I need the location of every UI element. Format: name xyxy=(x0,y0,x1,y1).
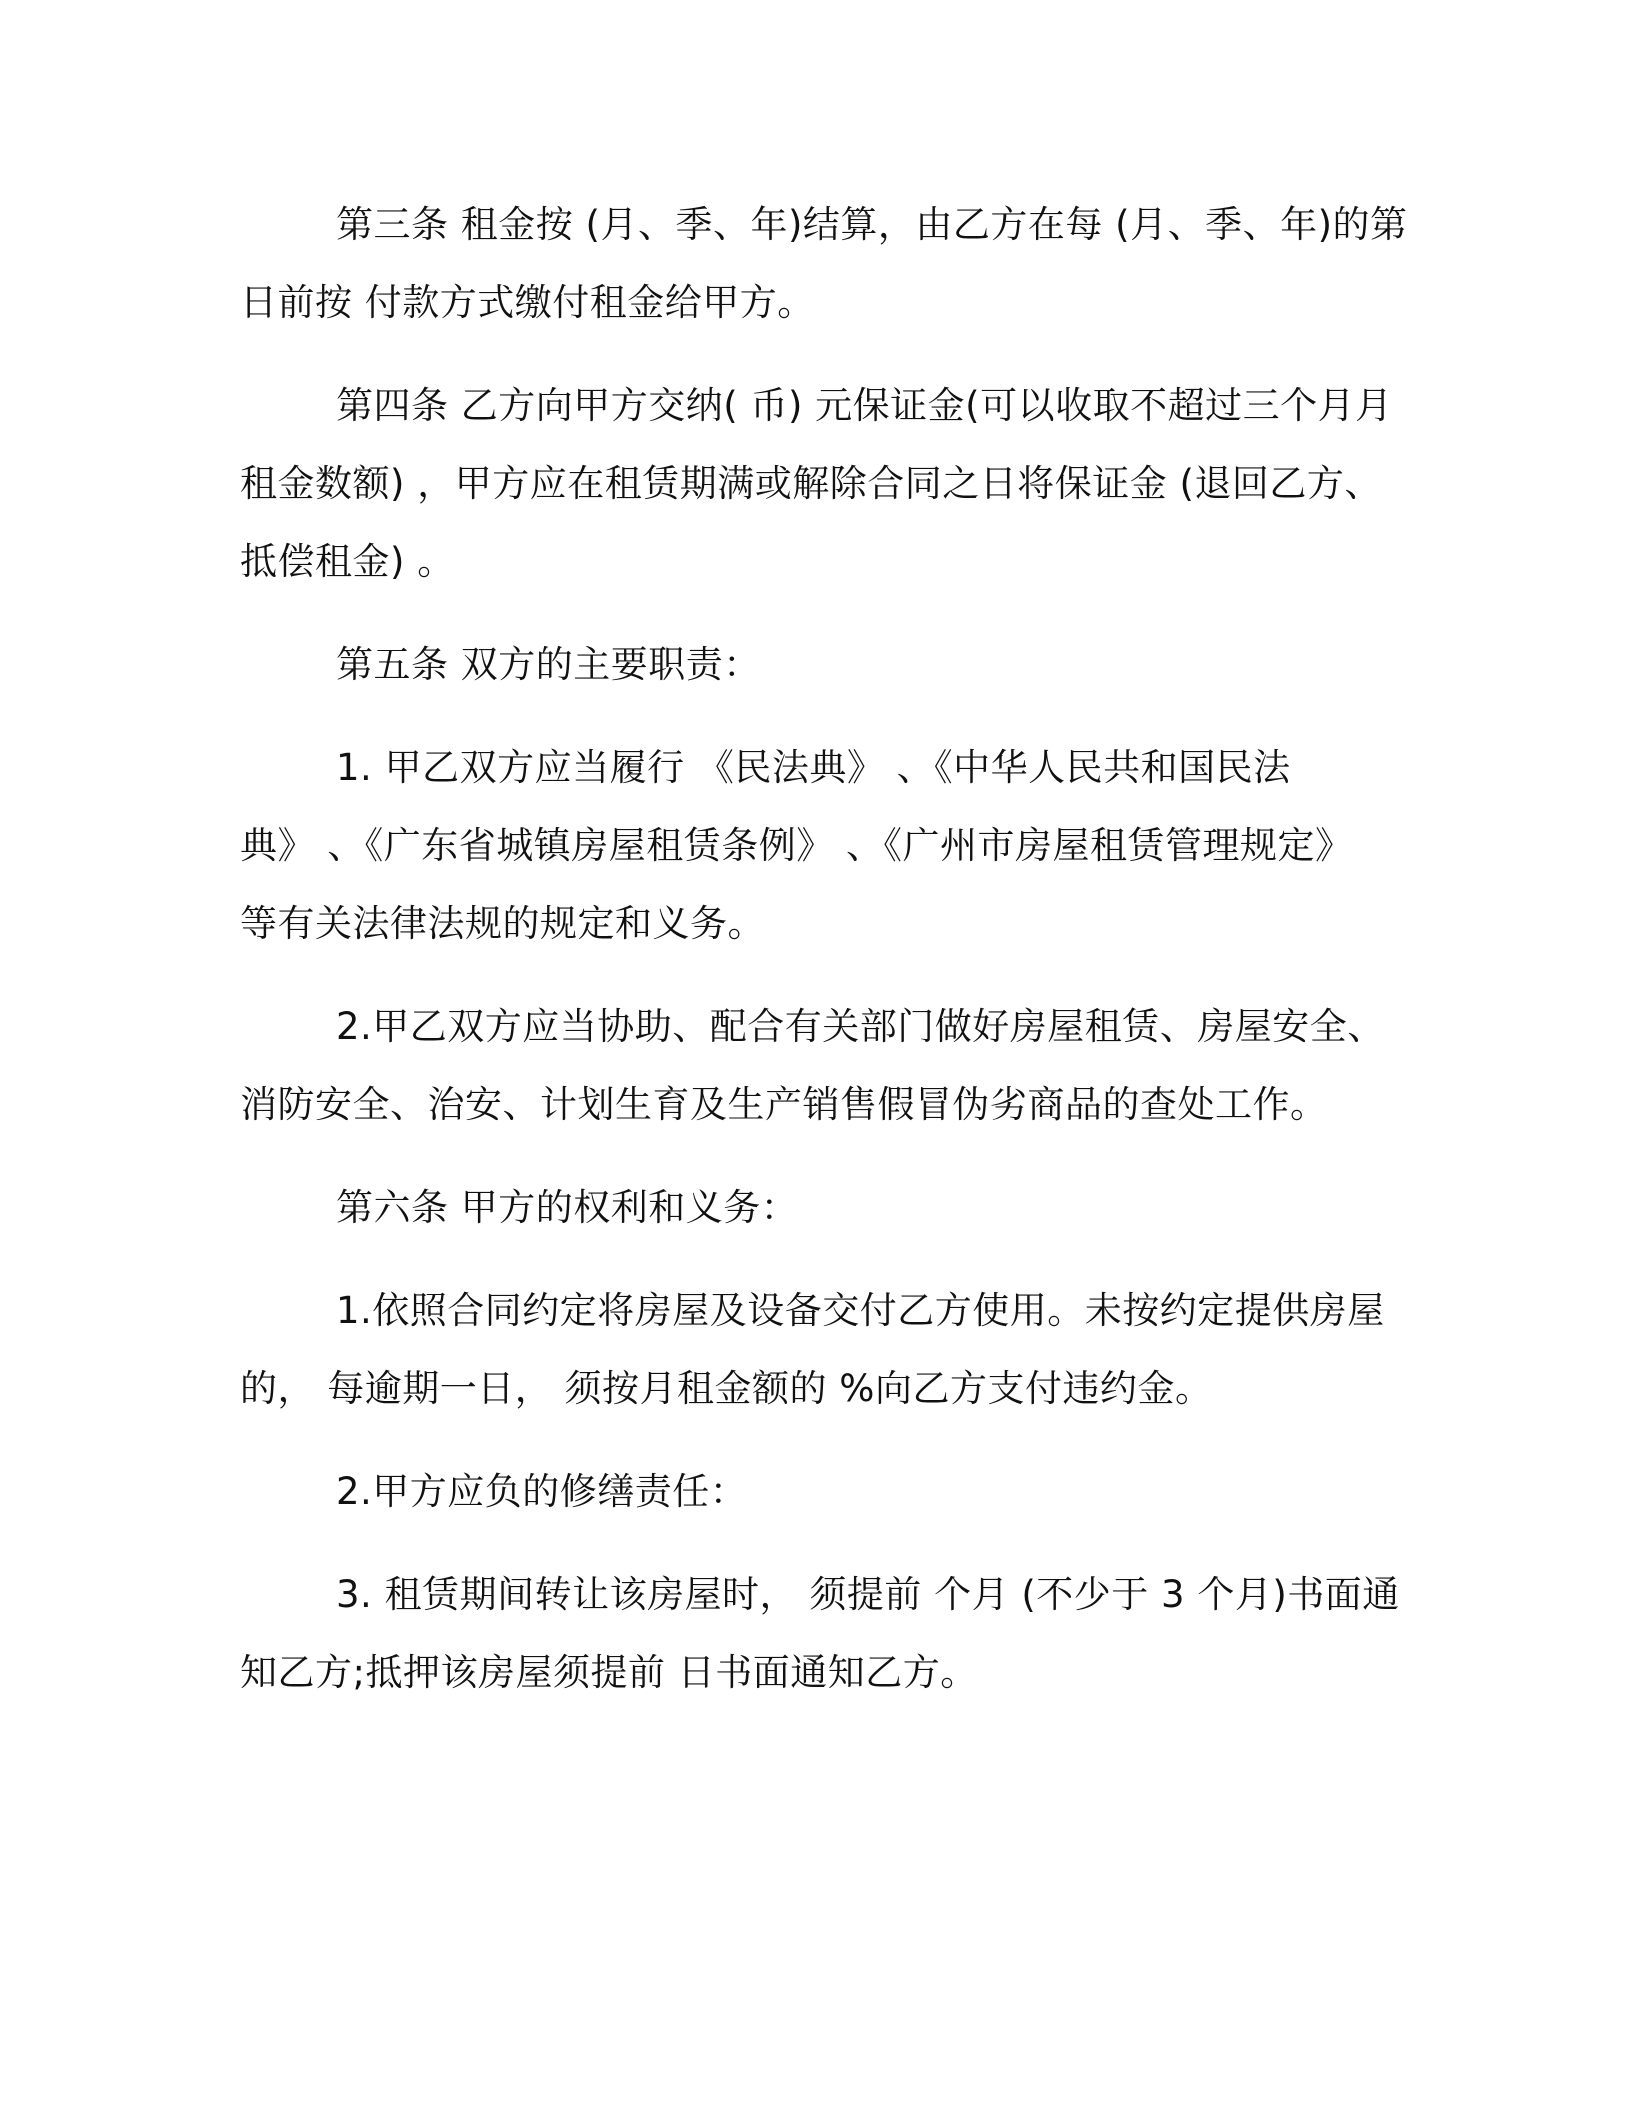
text-line: 第五条 双方的主要职责： xyxy=(336,643,761,686)
document-body xyxy=(240,186,1408,1712)
paragraph-article-5-item-1 xyxy=(240,729,1392,963)
paragraph-article-3 xyxy=(240,186,1408,342)
paragraph-article-6-item-3 xyxy=(240,1556,1400,1712)
text-line: 3. 租赁期间转让该房屋时， 须提前 个月 (不少于 3 个月)书面通 xyxy=(336,1573,1400,1616)
text-line: 知乙方;抵押该房屋须提前 日书面通知乙方。 xyxy=(240,1651,978,1694)
text-line: 的， 每逾期一日， 须按月租金额的 %向乙方支付违约金。 xyxy=(240,1367,1213,1410)
paragraph-article-5-item-2 xyxy=(240,988,1392,1144)
text-line: 1.依照合同约定将房屋及设备交付乙方使用。未按约定提供房屋 xyxy=(336,1289,1385,1332)
text-line: 1. 甲乙双方应当履行 《民法典》 、《中华人民共和国民法 xyxy=(336,746,1291,789)
text-line: 2.甲方应负的修缮责任： xyxy=(336,1470,748,1513)
text-line: 第三条 租金按 (月、季、年)结算，由乙方在每 (月、季、年)的第 xyxy=(336,203,1408,246)
paragraph-article-6 xyxy=(240,1169,1392,1247)
text-line: 第六条 甲方的权利和义务： xyxy=(336,1186,799,1229)
text-line: 等有关法律法规的规定和义务。 xyxy=(240,902,765,945)
paragraph-article-6-item-2 xyxy=(240,1453,1392,1531)
text-line: 2.甲乙双方应当协助、配合有关部门做好房屋租赁、房屋安全、 xyxy=(336,1005,1385,1048)
paragraph-article-4 xyxy=(240,367,1392,601)
text-line: 典》 、《广东省城镇房屋租赁条例》 、《广州市房屋租赁管理规定》 xyxy=(240,824,1353,867)
text-line: 租金数额) ，甲方应在租赁期满或解除合同之日将保证金 (退回乙方、 xyxy=(240,462,1382,505)
paragraph-article-6-item-1 xyxy=(240,1272,1392,1428)
text-line: 第四条 乙方向甲方交纳( 币) 元保证金(可以收取不超过三个月月 xyxy=(336,384,1393,427)
text-line: 日前按 付款方式缴付租金给甲方。 xyxy=(240,281,815,324)
text-line: 抵偿租金) 。 xyxy=(240,540,455,583)
text-line: 消防安全、治安、计划生育及生产销售假冒伪劣商品的查处工作。 xyxy=(240,1083,1328,1126)
paragraph-article-5 xyxy=(240,626,1392,704)
